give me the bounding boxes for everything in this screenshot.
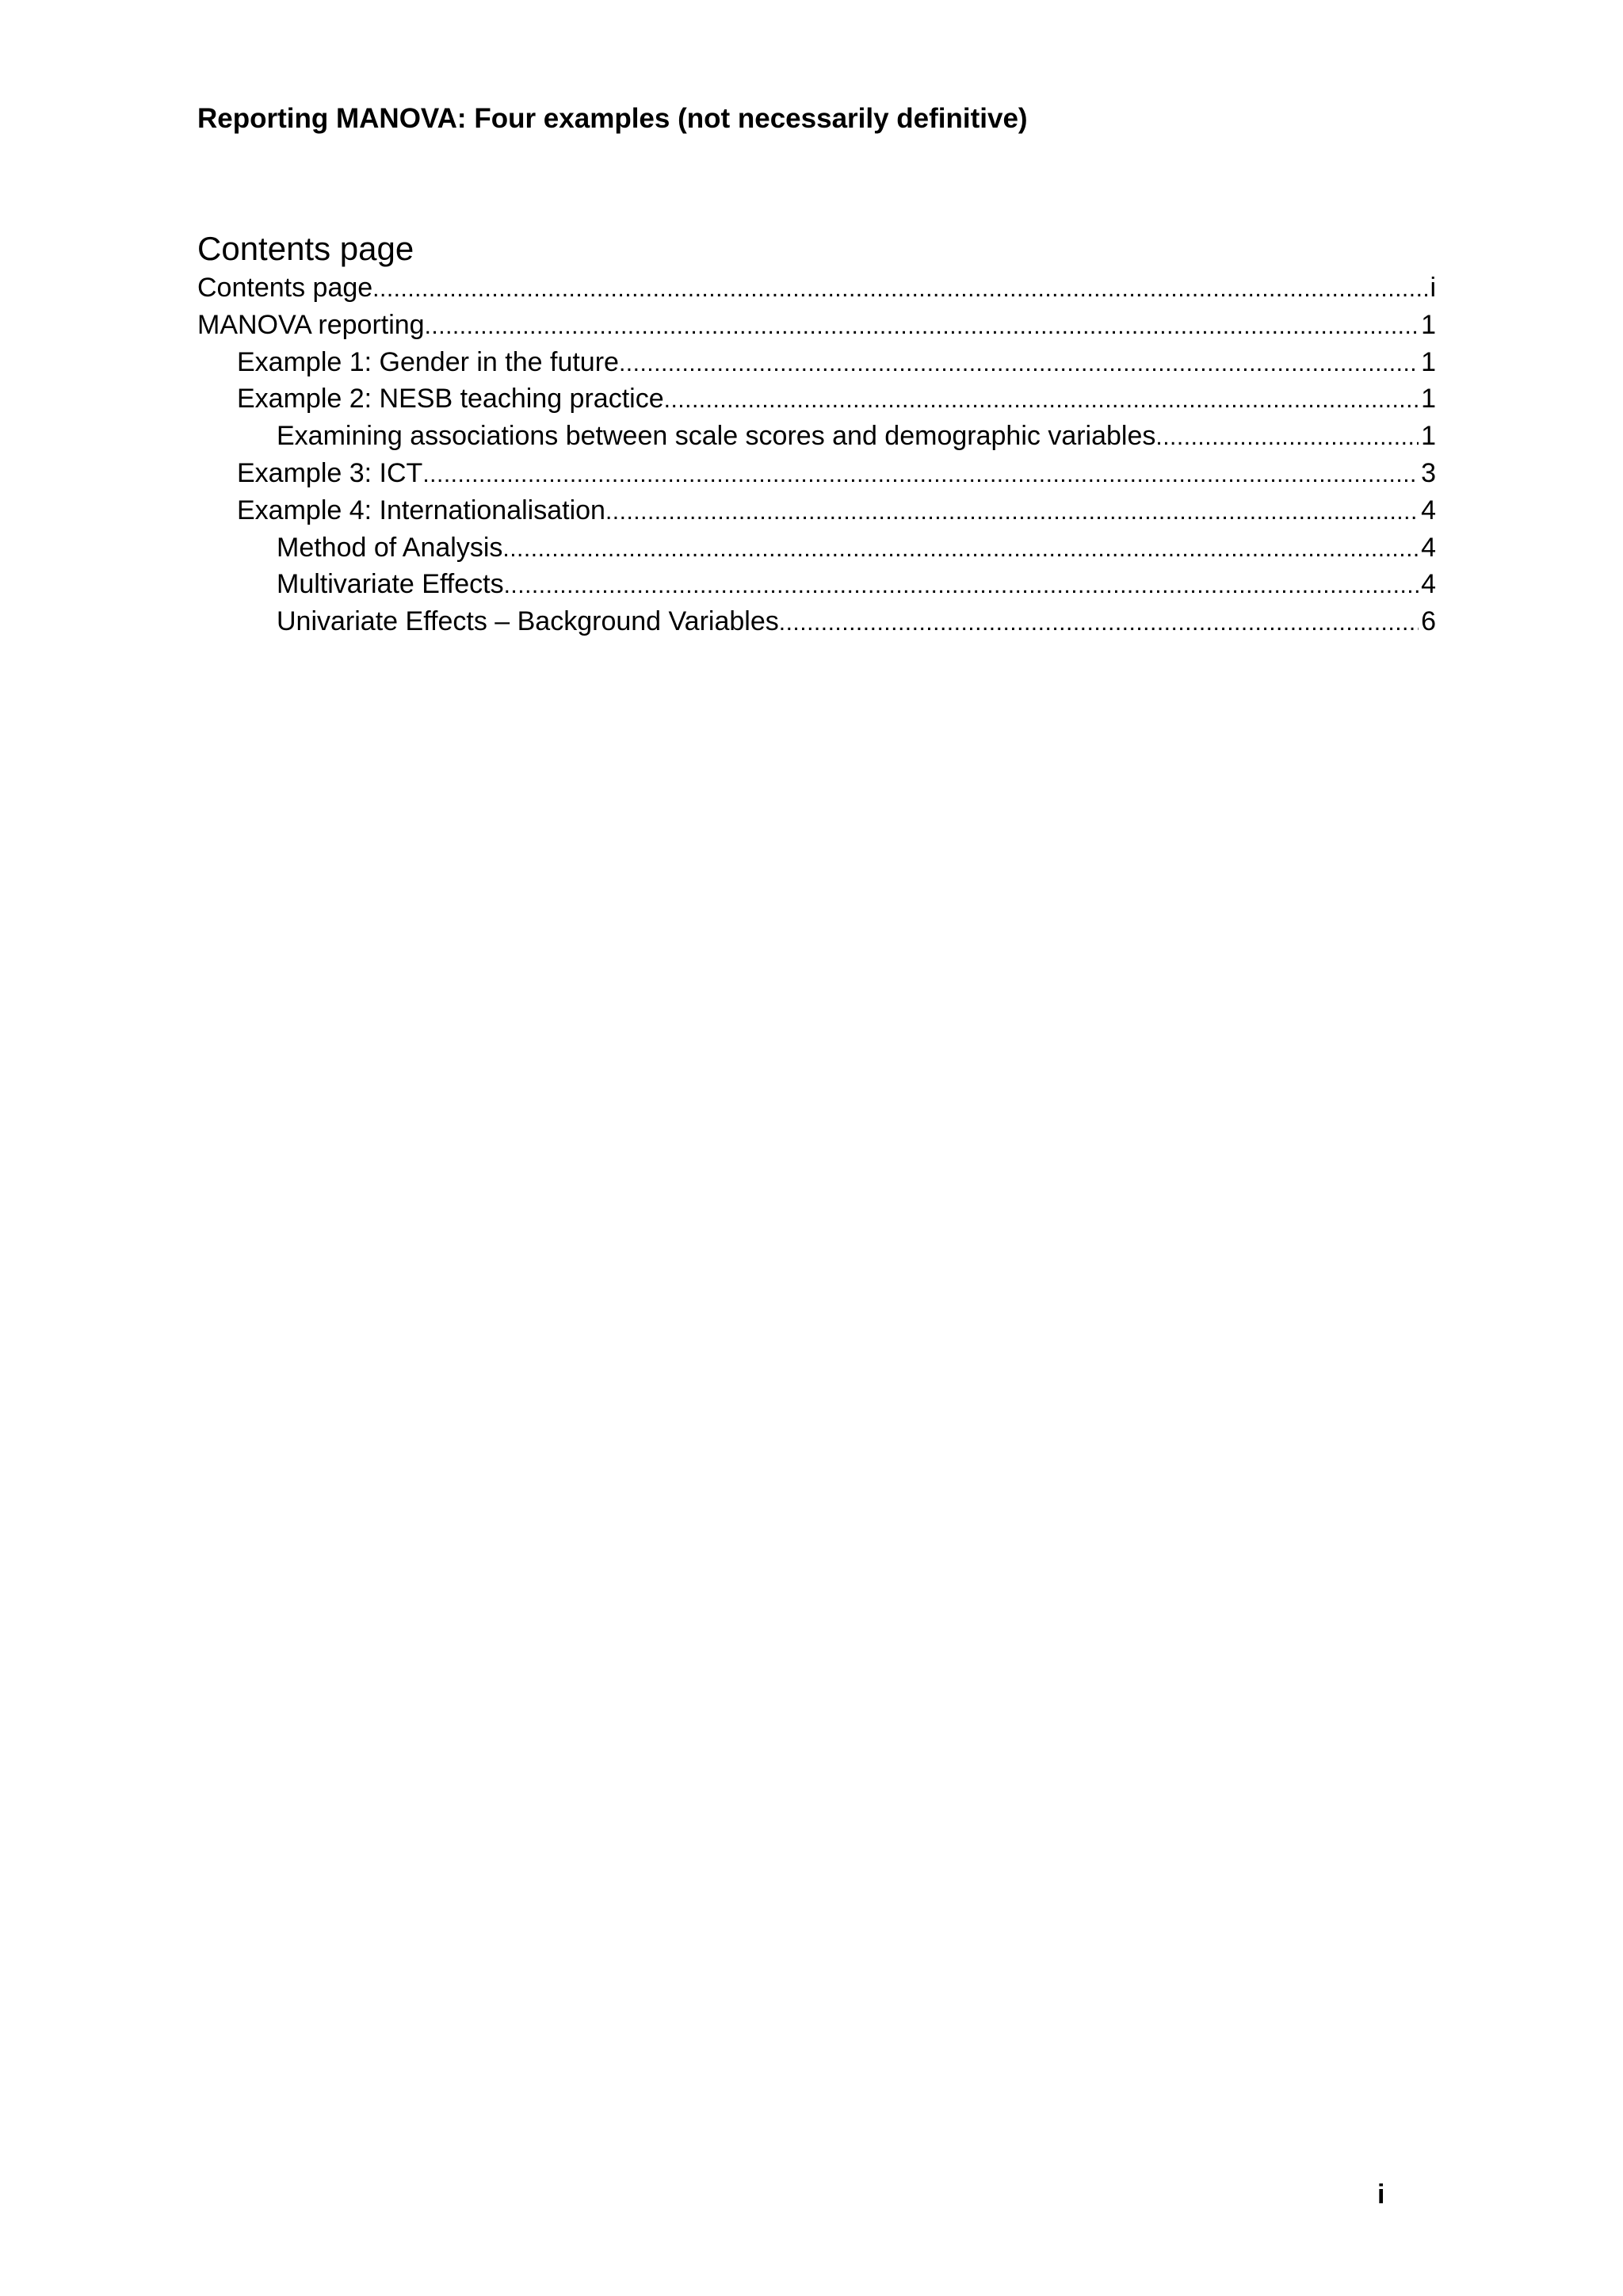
toc-entry-title: Example 1: Gender in the future — [237, 346, 619, 377]
toc-entry-page-number: 4 — [1421, 569, 1436, 600]
document-header-title: Reporting MANOVA: Four examples (not necessarily definitive) — [197, 103, 1028, 134]
page-number: i — [1377, 2179, 1385, 2210]
toc-entry-examining-associations[interactable] — [197, 418, 1436, 455]
table-of-contents — [197, 269, 1436, 640]
toc-entry-title: Univariate Effects – Background Variables — [277, 606, 779, 637]
toc-dot-leader — [664, 382, 1419, 419]
toc-entry-page-number: 3 — [1421, 457, 1436, 488]
toc-entry-title: Method of Analysis — [277, 532, 503, 563]
toc-dot-leader — [502, 531, 1419, 568]
toc-entry-title: MANOVA reporting — [197, 309, 425, 340]
toc-heading: Contents page — [197, 230, 414, 267]
toc-entry-example-4[interactable] — [197, 492, 1436, 529]
toc-entry-title: Example 3: ICT — [237, 457, 423, 488]
toc-entry-title: Multivariate Effects — [277, 569, 504, 600]
toc-entry-page-number: i — [1430, 273, 1436, 303]
toc-entry-title: Examining associations between scale scores and demographic variables — [277, 421, 1156, 452]
toc-entry-page-number: 4 — [1421, 532, 1436, 563]
toc-entry-univariate-effects[interactable] — [197, 603, 1436, 640]
toc-dot-leader — [1155, 419, 1419, 457]
toc-entry-example-3[interactable] — [197, 455, 1436, 492]
toc-entry-page-number: 1 — [1421, 421, 1436, 452]
toc-entry-page-number: 6 — [1421, 606, 1436, 637]
toc-entry-example-2[interactable] — [197, 380, 1436, 418]
toc-entry-page-number: 1 — [1421, 346, 1436, 377]
toc-dot-leader — [372, 271, 1427, 308]
toc-entry-title: Example 2: NESB teaching practice — [237, 384, 664, 415]
toc-entry-page-number: 4 — [1421, 495, 1436, 525]
toc-entry-method-of-analysis[interactable] — [197, 529, 1436, 567]
toc-entry-multivariate-effects[interactable] — [197, 566, 1436, 603]
toc-entry-page-number: 1 — [1421, 309, 1436, 340]
toc-dot-leader — [779, 605, 1419, 642]
toc-entry-contents-page[interactable] — [197, 269, 1436, 307]
toc-entry-page-number: 1 — [1421, 384, 1436, 415]
toc-entry-title: Contents page — [197, 273, 373, 303]
toc-entry-example-1[interactable] — [197, 344, 1436, 381]
toc-dot-leader — [619, 346, 1419, 383]
toc-dot-leader — [425, 308, 1419, 346]
toc-dot-leader — [605, 494, 1419, 531]
toc-dot-leader — [504, 567, 1419, 605]
toc-dot-leader — [422, 457, 1419, 494]
toc-entry-manova-reporting[interactable] — [197, 307, 1436, 344]
toc-entry-title: Example 4: Internationalisation — [237, 495, 605, 525]
